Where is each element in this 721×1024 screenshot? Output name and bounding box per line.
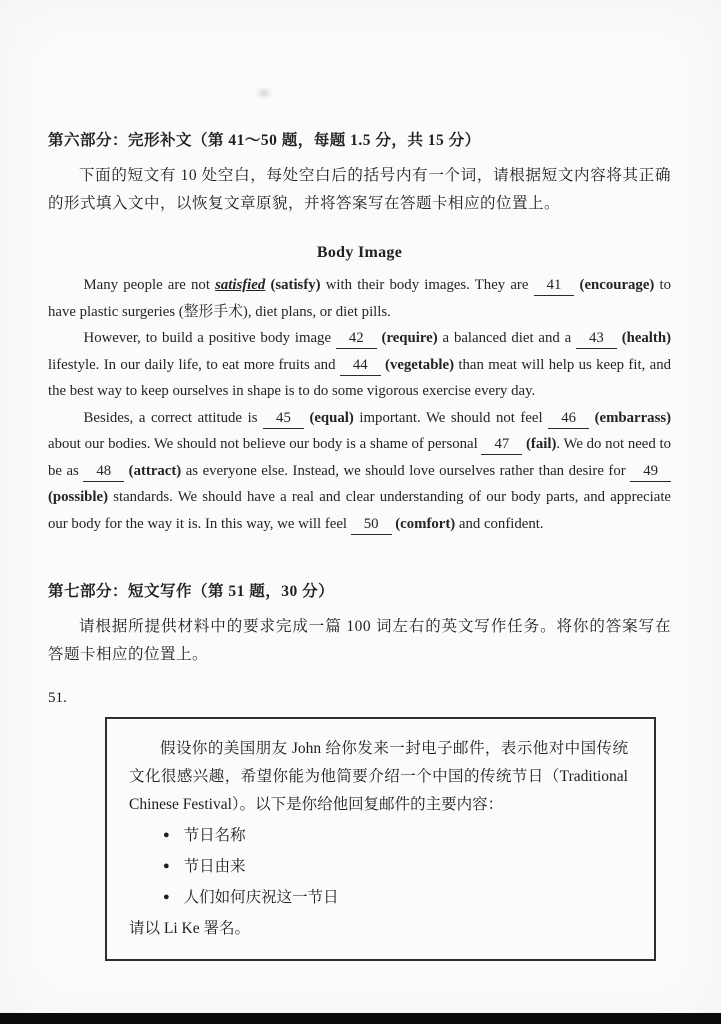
passage-text-segment: to have plastic surgeries (整形手术), diet plans, or diet pills. [48,277,671,320]
bullet-label: 人们如何庆祝这一节日 [183,889,339,906]
passage-text-segment: (satisfy) [270,277,321,293]
passage-text-segment: (health) [621,330,672,346]
scan-bottom-black-bar [0,1013,721,1024]
passage-text-segment: with their body images. They are [320,277,534,293]
passage-text-segment: (equal) [309,409,354,426]
passage-text-segment: (require) [381,330,438,346]
cloze-blank-49: 49 [630,461,671,482]
passage-text-segment: lifestyle. In our daily life, to eat more fruits and [48,356,340,373]
passage-paragraph-2 [48,325,671,405]
passage-text-segment: about our bodies. We should not believe our body is a shame of personal [48,436,482,452]
passage-text-segment: . We do not need to be as [48,436,672,479]
passage-title: Body Image [316,244,403,261]
passage-text-segment: a balanced diet and a [437,330,577,346]
section-6-cloze [48,128,671,537]
section-6-heading: 第六部分：完形补文（第 41～50 题，每题 1.5 分，共 15 分） [48,132,481,149]
passage-paragraph-3 [48,405,671,538]
cloze-blank-47: 47 [481,434,522,455]
section-7-heading: 第七部分：短文写作（第 51 题，30 分） [48,583,335,600]
bullet-item-festival-name [163,821,628,852]
bullet-dot-icon: ● [163,829,170,841]
passage-text-segment: (encourage) [579,277,655,293]
passage-text-segment: Many people are not [83,277,216,293]
cloze-blank-43: 43 [576,328,617,349]
writing-prompt-text: 假设你的美国朋友 John 给你发来一封电子邮件，表示他对中国传统文化很感兴趣，希望你能为他简要介绍一个中国的传统节日（Traditional Chinese Festival）。以下是你给他回复邮件的主要内容： [129,740,628,813]
bullet-dot-icon: ● [163,891,170,903]
passage-text-segment: Besides, a correct attitude is [83,409,264,426]
cloze-passage [48,272,671,537]
cloze-blank-44: 44 [340,355,381,376]
cloze-blank-48: 48 [83,461,124,482]
cloze-blank-50: 50 [351,514,392,535]
passage-text-segment: and confident. [455,515,544,532]
question-51-number: 51. [48,690,67,706]
section-7-instructions: 请根据所提供材料中的要求完成一篇 100 词左右的英文写作任务。将你的答案写在答题卡相应的位置上。 [48,618,671,663]
passage-text-segment: (possible) [48,489,109,505]
cloze-blank-45: 45 [263,408,304,429]
writing-prompt-bullets [129,821,628,914]
bullet-dot-icon: ● [163,860,170,872]
passage-text-segment: (embarrass) [594,409,672,426]
bullet-label: 节日名称 [183,827,246,844]
scan-smudge-artifact [255,86,273,100]
cloze-blank-42: 42 [336,328,377,349]
cloze-blank-46: 46 [548,408,589,429]
cloze-blank-41: 41 [534,275,575,296]
bullet-label: 节日由来 [183,858,246,875]
signature-instruction: 请以 Li Ke 署名。 [129,920,250,937]
passage-text-segment: (attract) [128,462,182,479]
passage-text-segment: satisfied [215,277,266,293]
passage-text-segment: However, to build a positive body image [83,330,336,346]
passage-text-segment: standards. We should have a real and clear understanding of our body parts, and appreciate our body for the way it is. In this way, we will feel [48,489,671,532]
passage-text-segment: important. We should not feel [353,409,549,426]
passage-text-segment: as everyone else. Instead, we should love ourselves rather than desire for [181,462,631,479]
section-7-writing [48,579,671,961]
passage-text-segment: (vegetable) [385,356,455,373]
passage-paragraph-1 [48,272,671,325]
section-6-instructions: 下面的短文有 10 处空白，每处空白后的括号内有一个词，请根据短文内容将其正确的形式填入文中，以恢复文章原貌，并将答案写在答题卡相应的位置上。 [48,167,671,212]
bullet-item-festival-celebration [163,883,628,914]
passage-text-segment: than meat will help us keep fit, and the best way to keep ourselves in shape is to do some vigorous exercise every day. [48,356,672,399]
passage-text-segment: (fail) [525,436,557,452]
bullet-item-festival-origin [163,852,628,883]
passage-text-segment: (comfort) [395,515,456,532]
writing-prompt-box [105,717,656,961]
